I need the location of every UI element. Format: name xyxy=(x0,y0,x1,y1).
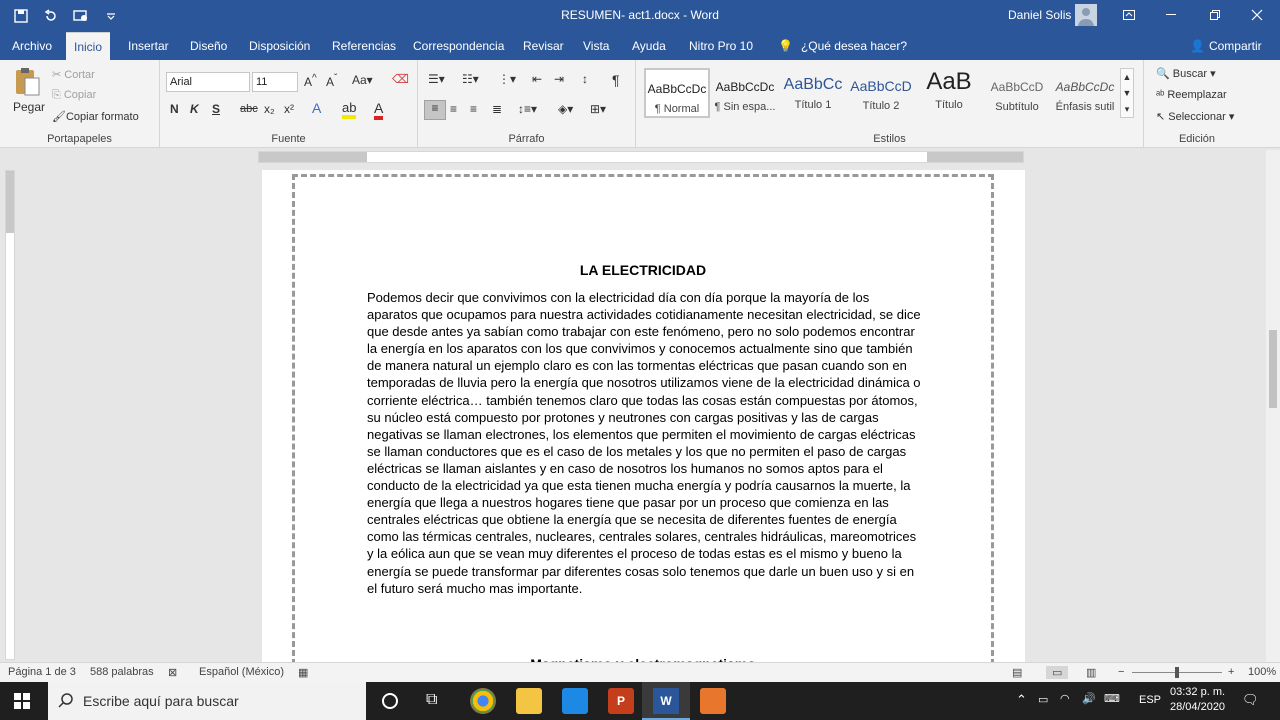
minimize-icon[interactable] xyxy=(1150,0,1192,30)
search-placeholder: Escribe aquí para buscar xyxy=(83,693,239,709)
font-group xyxy=(160,60,418,148)
vertical-ruler[interactable] xyxy=(5,170,15,660)
ribbon-display-options-icon[interactable] xyxy=(1108,0,1150,30)
tab-inicio[interactable]: Inicio xyxy=(66,32,110,60)
battery-icon[interactable]: ▭ xyxy=(1038,694,1049,706)
maximize-icon[interactable] xyxy=(1194,0,1236,30)
font-name-combo[interactable]: Arial xyxy=(166,72,250,92)
chevron-up-icon[interactable]: ⌃ xyxy=(1016,692,1027,707)
clipboard-label: Portapapeles xyxy=(47,133,112,145)
notifications-icon[interactable]: 🗨 xyxy=(1242,692,1259,707)
pilcrow-icon[interactable]: ¶ xyxy=(612,72,620,88)
document-paragraph[interactable]: Podemos decir que convivimos con la electricidad día con día porque la mayoría de los aparatos que ocupamos para nuestra actividades cotidianamente necesitan electricidad, se dice que desde antes ya sabían como trabajar con este fenómeno, pero no solo podemos encontrar la energía en los aparatos con los que convivimos y conocemos actualmente sino que también de manera natural un ejemplo claro es con las tormentas eléctricas que pasan cuando son en temporadas de lluvia pero la energía que nosotros utilizamos viene de la electricidad dinámica o corriente eléctrica… también tenemos claro que todas las cosas están compuestas por átomos, su núcleo está compuesto por protones y neutrones con cargas positivas y las de cargas negativas se llaman electrones, los elementos que permiten el movimiento de cargas eléctricas se llaman conductores que es el caso de los metales y los que no permiten el paso de cargas eléctricas se llaman aislantes y en caso de nosotros los humanos no somos aptos para el conducto de la electricidad ya que esta tienen mucha energía y podría causarnos la muerte, la energía que llega a nuestros hogares tiene que pasar por un proceso que comienza en las centrales eléctricas que obtiene la energía que se necesita de diferentes fuentes de energía como las térmicas centrales, nucleares, centrales solares, centrales hidráulicas, mareomotrices y la eólica aun que se vean muy diferentes el proceso de todas estas es el mismo y bueno la energía se puede transformar par diferentes cosas solo tenemos que darle un buen uso y si en el futuro será mucho mas importante. xyxy=(367,290,921,596)
share-button[interactable] xyxy=(1182,32,1270,60)
zoom-slider-thumb[interactable] xyxy=(1175,667,1179,678)
copy-icon: ⎘ xyxy=(52,89,64,101)
clock-time: 03:32 p. m. xyxy=(1170,686,1226,698)
sort-icon[interactable]: ↕ xyxy=(582,72,588,86)
style-preview: AaBbCcD xyxy=(990,80,1044,94)
person-icon: 👤 xyxy=(1190,39,1205,53)
paste-icon[interactable] xyxy=(12,66,42,98)
style-title[interactable] xyxy=(916,68,982,118)
tab-vista[interactable]: Vista xyxy=(583,39,610,53)
tab-diseno[interactable]: Diseño xyxy=(190,39,228,53)
cut-label: Cortar xyxy=(64,69,95,81)
style-preview: AaBbCc xyxy=(783,76,843,93)
font-color-icon[interactable]: A xyxy=(374,100,383,120)
brush-icon: 🖌 xyxy=(52,111,66,123)
styles-label: Estilos xyxy=(873,133,906,145)
align-right-icon[interactable]: ≡ xyxy=(470,102,478,116)
app-icon[interactable] xyxy=(700,688,726,714)
cut-button[interactable] xyxy=(52,68,95,81)
borders-icon[interactable]: ⊞▾ xyxy=(590,102,607,116)
style-preview: AaBbCcDc xyxy=(1055,80,1115,94)
style-heading-2[interactable] xyxy=(848,68,914,118)
close-icon[interactable] xyxy=(1236,0,1278,30)
ribbon-tabs xyxy=(0,32,1280,60)
clock-date: 28/04/2020 xyxy=(1170,701,1226,713)
scrollbar-thumb[interactable] xyxy=(1269,330,1277,408)
style-preview: AaBbCcDc xyxy=(647,82,707,96)
zoom-out-icon[interactable]: − xyxy=(1118,666,1125,678)
user-name[interactable]: Daniel Solis xyxy=(1008,8,1072,22)
tab-archivo[interactable]: Archivo xyxy=(12,39,53,53)
style-name: Título 2 xyxy=(862,100,900,112)
language-indicator[interactable]: ESP xyxy=(1139,694,1162,706)
title-bar xyxy=(0,0,1280,32)
print-layout-icon[interactable]: ▭ xyxy=(1046,666,1068,679)
style-no-spacing[interactable] xyxy=(712,68,778,118)
search-icon xyxy=(58,692,74,711)
paste-button[interactable]: Pegar xyxy=(13,100,46,114)
chrome-icon[interactable] xyxy=(470,688,496,714)
highlight-icon[interactable]: ab xyxy=(342,100,356,119)
subscript-icon[interactable]: x₂ xyxy=(264,102,275,116)
zoom-level[interactable]: 100% xyxy=(1248,666,1277,678)
select-button[interactable]: ↖ Seleccionar ▾ xyxy=(1156,111,1235,123)
tell-me-box[interactable] xyxy=(770,32,915,60)
ruler-margin-right xyxy=(927,152,1023,162)
windows-start-icon[interactable] xyxy=(14,693,30,712)
styles-group xyxy=(636,60,1144,148)
bold-button[interactable]: N xyxy=(170,102,179,116)
style-preview: AaBbCcD xyxy=(850,78,912,94)
style-name: Subtítulo xyxy=(995,101,1039,113)
copy-label: Copiar xyxy=(63,89,97,101)
select-label: Seleccionar xyxy=(1168,111,1226,123)
decrease-indent-icon[interactable]: ⇤ xyxy=(532,72,543,86)
zoom-in-icon[interactable]: + xyxy=(1228,666,1235,678)
taskbar xyxy=(0,682,1280,720)
document-title: RESUMEN- act1.docx - Word xyxy=(561,8,719,22)
line-spacing-icon[interactable]: ↕≡▾ xyxy=(518,102,538,116)
font-size-combo[interactable]: 11 xyxy=(252,72,298,92)
superscript-icon[interactable]: x² xyxy=(284,102,294,116)
replace-label: Reemplazar xyxy=(1167,89,1227,101)
underline-button[interactable]: S xyxy=(212,102,221,116)
language-indicator[interactable]: Español (México) xyxy=(199,666,284,678)
file-explorer-icon[interactable] xyxy=(516,688,542,714)
search-icon: 🔍 xyxy=(1156,68,1173,80)
tab-disposicion[interactable]: Disposición xyxy=(249,39,311,53)
ruler-margin-left xyxy=(259,152,367,162)
keyboard-icon[interactable]: ⌨ xyxy=(1104,693,1120,705)
style-preview: AaBbCcDc xyxy=(715,80,775,94)
copy-button[interactable] xyxy=(52,89,96,102)
strikethrough-icon[interactable]: abc xyxy=(240,103,258,115)
wifi-icon[interactable]: ◠ xyxy=(1060,693,1070,705)
align-left-icon[interactable]: ≡ xyxy=(424,100,446,120)
clear-format-icon[interactable]: ⌫ xyxy=(392,72,409,86)
tab-correspondencia[interactable]: Correspondencia xyxy=(413,39,505,53)
italic-button[interactable]: K xyxy=(190,102,199,116)
style-name: ¶ Normal xyxy=(654,103,700,115)
shading-icon[interactable]: ◈▾ xyxy=(558,102,574,116)
increase-indent-icon[interactable]: ⇥ xyxy=(554,72,565,86)
font-label: Fuente xyxy=(271,133,306,145)
cursor-icon: ↖ xyxy=(1156,111,1169,123)
photos-icon[interactable] xyxy=(562,688,588,714)
user-avatar[interactable] xyxy=(1075,4,1097,26)
style-subtitle[interactable] xyxy=(984,68,1050,118)
styles-scroll-icon[interactable]: ▲ ▼ ▾ xyxy=(1120,68,1134,118)
style-name: Énfasis sutil xyxy=(1055,101,1115,113)
change-case-icon[interactable]: Aa▾ xyxy=(352,73,373,87)
taskbar-search[interactable] xyxy=(48,682,366,720)
paragraph-label: Párrafo xyxy=(508,133,545,145)
proofing-icon[interactable]: ⊠ xyxy=(168,667,178,679)
style-name: Título xyxy=(935,99,963,111)
text-effects-icon[interactable]: A xyxy=(312,100,322,116)
style-normal[interactable] xyxy=(644,68,710,118)
ribbon xyxy=(0,60,1280,148)
bullets-icon[interactable]: ☰▾ xyxy=(428,72,445,86)
word-count[interactable]: 588 palabras xyxy=(90,666,154,678)
find-label: Buscar xyxy=(1172,68,1208,80)
style-subtle-emphasis[interactable] xyxy=(1052,68,1118,118)
word-taskbar-button[interactable] xyxy=(642,682,690,720)
paragraph-group xyxy=(418,60,636,148)
document-page[interactable] xyxy=(262,170,1025,662)
multilevel-list-icon[interactable]: ⋮▾ xyxy=(498,72,517,86)
volume-icon[interactable]: 🔊 xyxy=(1082,693,1096,705)
page-indicator[interactable]: Página 1 de 3 xyxy=(8,666,76,678)
grow-font-icon[interactable]: A^ xyxy=(304,73,317,89)
replace-button[interactable] xyxy=(1156,89,1227,101)
editing-label: Edición xyxy=(1178,133,1216,145)
document-heading[interactable]: LA ELECTRICIDAD xyxy=(579,262,707,278)
replace-icon: ᵃᵇ xyxy=(1156,89,1168,101)
format-painter-label: Copiar formato xyxy=(65,111,139,123)
tab-nitro-pro[interactable]: Nitro Pro 10 xyxy=(689,39,754,53)
share-label: Compartir xyxy=(1208,39,1262,53)
ruler-margin-top xyxy=(6,171,14,233)
align-center-icon[interactable]: ≡ xyxy=(450,102,458,116)
read-mode-icon[interactable]: ▤ xyxy=(1012,667,1023,679)
powerpoint-icon[interactable]: P xyxy=(608,688,634,714)
shrink-font-icon[interactable]: $A^ˇ$ xyxy=(326,73,338,89)
style-heading-1[interactable] xyxy=(780,68,846,118)
tab-revisar[interactable]: Revisar xyxy=(523,39,564,53)
style-preview: AaB xyxy=(926,68,972,95)
tab-insertar[interactable]: Insertar xyxy=(128,39,169,53)
status-bar xyxy=(0,662,1280,682)
editing-group xyxy=(1146,60,1248,148)
scissors-icon: ✂ xyxy=(52,69,65,81)
style-name: Título 1 xyxy=(794,99,832,111)
tell-me-text: ¿Qué desea hacer? xyxy=(800,39,908,53)
macro-icon[interactable]: ▦ xyxy=(298,667,309,679)
word-icon: W xyxy=(653,688,679,714)
lightbulb-icon: 💡 xyxy=(778,39,793,53)
cortana-icon[interactable] xyxy=(382,693,398,709)
task-view-icon[interactable]: ⧉ xyxy=(426,691,438,708)
clipboard-group xyxy=(0,60,160,148)
justify-icon[interactable]: ≣ xyxy=(492,102,503,116)
tab-ayuda[interactable]: Ayuda xyxy=(632,39,666,53)
clock[interactable] xyxy=(1170,686,1225,713)
horizontal-ruler[interactable] xyxy=(258,151,1024,163)
find-button[interactable]: 🔍 Buscar ▾ xyxy=(1156,68,1216,80)
format-painter-button[interactable] xyxy=(52,110,139,123)
style-name: ¶ Sin espa... xyxy=(714,101,776,113)
tab-referencias[interactable]: Referencias xyxy=(332,39,397,53)
vertical-scrollbar[interactable] xyxy=(1266,150,1280,662)
numbering-icon[interactable]: ☷▾ xyxy=(462,72,479,86)
web-layout-icon[interactable]: ▥ xyxy=(1086,667,1097,679)
